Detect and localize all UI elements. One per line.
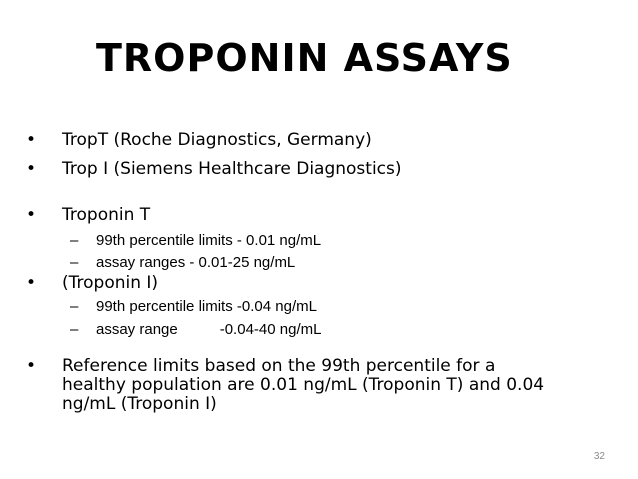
dash-icon: – xyxy=(70,232,79,249)
bullet-icon: • xyxy=(26,356,37,376)
sub-bullet-text: 99th percentile limits - 0.01 ng/mL xyxy=(96,232,322,249)
bullet-icon: • xyxy=(26,130,37,150)
page-number: 32 xyxy=(593,451,605,462)
bullet-icon: • xyxy=(26,273,37,293)
sub-bullet-text: 99th percentile limits -0.04 ng/mL xyxy=(96,298,317,315)
slide-title: TROPONIN ASSAYS xyxy=(96,36,513,80)
dash-icon: – xyxy=(70,298,79,315)
bullet-text: TropT (Roche Diagnostics, Germany) xyxy=(62,130,372,150)
bullet-text: Troponin T xyxy=(62,205,151,225)
bullet-text: Trop I (Siemens Healthcare Diagnostics) xyxy=(62,159,402,179)
sub-bullet-text: assay ranges - 0.01-25 ng/mL xyxy=(96,254,296,271)
reference-line: Reference limits based on the 99th percentile for a xyxy=(62,356,496,376)
sub-bullet-text xyxy=(96,320,321,340)
sub-bullet-label: assay range xyxy=(96,321,178,338)
reference-line: healthy population are 0.01 ng/mL (Troponin T) and 0.04 xyxy=(62,375,545,395)
bullet-text: (Troponin I) xyxy=(62,273,159,293)
bullet-icon: • xyxy=(26,159,37,179)
sub-bullet-value: -0.04-40 ng/mL xyxy=(219,321,322,338)
bullet-icon: • xyxy=(26,205,37,225)
reference-text xyxy=(62,357,602,414)
dash-icon: – xyxy=(70,321,79,338)
dash-icon: – xyxy=(70,254,79,271)
reference-line: ng/mL (Troponin I) xyxy=(62,394,217,414)
